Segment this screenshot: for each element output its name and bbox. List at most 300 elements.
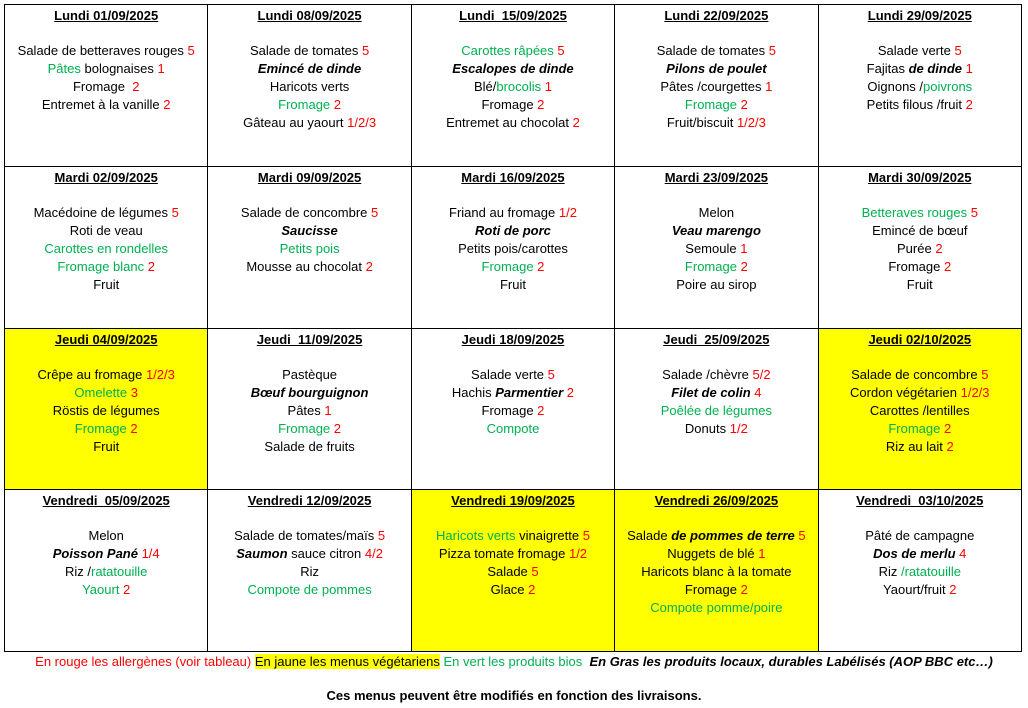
bio-product: Poêlée de légumes <box>660 402 773 418</box>
menu-text: Salade de tomates/maïs <box>234 528 378 544</box>
allergen-code: 5 <box>794 528 806 544</box>
menu-item <box>414 527 612 545</box>
menu-text: Haricots blanc à la tomate <box>641 564 792 580</box>
allergen-code: 2 <box>365 258 373 274</box>
bio-product: Fromage <box>684 97 737 112</box>
menu-item <box>210 258 408 276</box>
menu-text: Entremet à la vanille <box>41 97 164 112</box>
menu-text: Entremet au chocolat <box>446 115 573 130</box>
menu-item <box>617 42 815 60</box>
menu-text: Pizza tomate fromage <box>438 546 569 562</box>
allergen-code: 2 <box>330 420 342 436</box>
menu-text: Crêpe au fromage <box>37 366 146 382</box>
menu-item <box>821 402 1019 420</box>
menu-item <box>210 240 408 258</box>
menu-item <box>7 420 205 438</box>
menu-item <box>7 581 205 599</box>
menu-item <box>7 563 205 581</box>
menu-item <box>210 60 408 78</box>
menu-text: Friand au fromage <box>449 204 559 220</box>
menu-item <box>210 545 408 563</box>
menu-text: Fruit <box>499 276 526 292</box>
local-product: Roti de porc <box>475 222 551 238</box>
local-product: Pilons de poulet <box>666 61 767 76</box>
allergen-code: 2 <box>949 582 957 598</box>
day-title: Lundi 08/09/2025 <box>257 8 362 23</box>
allergen-code: 5 <box>377 528 386 544</box>
menu-text: Salade verte <box>471 366 548 382</box>
menu-text: Gâteau au yaourt <box>243 115 348 130</box>
local-product: Bœuf bourguignon <box>250 384 369 400</box>
allergen-code: 2 <box>537 97 545 112</box>
day-title: Lundi 15/09/2025 <box>459 8 567 23</box>
menu-text: Poire au sirop <box>676 276 757 292</box>
menu-item <box>7 402 205 420</box>
allergen-code: 5 <box>171 204 179 220</box>
allergen-code: 1/4 <box>137 546 160 562</box>
allergen-code: 1 <box>765 79 773 94</box>
legend-vegetarian: En jaune les menus végétariens <box>254 654 440 669</box>
menu-text: Haricots verts <box>269 79 350 94</box>
allergen-code: 1 <box>740 240 748 256</box>
day-cell <box>208 328 411 490</box>
day-title: Vendredi 26/09/2025 <box>654 493 779 509</box>
bio-product: Omelette <box>74 384 128 400</box>
day-title: Jeudi 02/10/2025 <box>868 331 972 347</box>
menu-text: Riz <box>878 564 901 580</box>
allergen-code: 1/2 <box>729 420 748 436</box>
menu-text: Fruit/biscuit <box>666 115 737 130</box>
bio-product: Fromage blanc <box>57 258 145 274</box>
menu-item <box>414 114 612 132</box>
day-title: Lundi 29/09/2025 <box>867 8 972 23</box>
day-title: Mardi 09/09/2025 <box>257 169 362 185</box>
menu-item <box>617 114 815 132</box>
day-title: Mardi 02/09/2025 <box>54 169 158 185</box>
day-cell <box>411 5 614 167</box>
day-cell <box>208 166 411 328</box>
menu-item <box>210 420 408 438</box>
bio-product: Petits pois <box>279 240 340 256</box>
allergen-code: 1 <box>962 61 973 76</box>
local-product: Parmentier <box>495 384 564 400</box>
menu-text: sauce citron <box>287 546 365 562</box>
menu-item <box>617 366 815 384</box>
menu-text: Cordon végétarien <box>850 384 961 400</box>
allergen-code: 1 <box>157 61 165 76</box>
menu-item <box>7 222 205 240</box>
day-cell <box>411 166 614 328</box>
week-row <box>5 328 1022 490</box>
menu-item <box>210 438 408 456</box>
allergen-code: 2 <box>144 258 155 274</box>
day-cell <box>5 328 208 490</box>
day-title: Lundi 22/09/2025 <box>664 8 769 23</box>
menu-text: Salade de tomates <box>249 43 362 58</box>
menu-item <box>617 384 815 402</box>
day-title: Jeudi 04/09/2025 <box>54 331 158 347</box>
allergen-code: 4/2 <box>364 546 383 562</box>
local-product: Veau marengo <box>671 222 761 238</box>
menu-text: Riz <box>300 564 319 580</box>
menu-item <box>210 222 408 240</box>
day-title: Vendredi 19/09/2025 <box>451 493 575 509</box>
bio-product: Yaourt <box>82 582 120 598</box>
menu-text: Pâtes /courgettes <box>660 79 766 94</box>
allergen-code: 2 <box>946 438 954 454</box>
menu-item <box>821 581 1019 599</box>
menu-text: Fruit <box>906 276 933 292</box>
allergen-code: 5 <box>582 528 590 544</box>
menu-item <box>414 222 612 240</box>
menu-item <box>414 581 612 599</box>
menu-text: Salade /chèvre <box>662 366 753 382</box>
day-cell <box>5 490 208 652</box>
day-cell <box>818 328 1021 490</box>
menu-item <box>821 222 1019 240</box>
week-row <box>5 5 1022 167</box>
menu-text: Macédoine de légumes <box>33 204 172 220</box>
bio-product: Pâtes <box>47 61 81 76</box>
menu-item <box>617 204 815 222</box>
menu-item <box>617 78 815 96</box>
allergen-code: 1 <box>324 402 332 418</box>
menu-item <box>414 384 612 402</box>
menu-item <box>414 402 612 420</box>
allergen-code: 2 <box>132 79 140 94</box>
menu-text: Salade de concombre <box>240 204 372 220</box>
menu-item <box>210 204 408 222</box>
bio-product: poivrons <box>923 79 973 94</box>
day-cell <box>5 5 208 167</box>
menu-text: Purée <box>897 240 936 256</box>
menu-item <box>617 276 815 294</box>
menu-item <box>210 114 408 132</box>
allergen-code: 1/2/3 <box>145 366 175 382</box>
allergen-code: 1 <box>758 546 766 562</box>
menu-text: Semoule <box>685 240 741 256</box>
allergen-code: 2 <box>528 582 536 598</box>
menu-item <box>617 96 815 114</box>
menu-item <box>7 384 205 402</box>
menu-text: Fajitas <box>866 61 909 76</box>
menu-text: Salade de concombre <box>851 366 982 382</box>
footer-note: Ces menus peuvent être modifiés en fonction des livraisons. <box>326 688 702 703</box>
menu-item <box>414 240 612 258</box>
menu-text: Salade de betteraves rouges <box>17 43 188 58</box>
allergen-code: 2 <box>940 420 952 436</box>
bio-product: brocolis <box>496 79 542 94</box>
menu-text: Mousse au chocolat <box>246 258 366 274</box>
bio-product: Fromage <box>888 420 941 436</box>
menu-item <box>210 563 408 581</box>
menu-item <box>414 96 612 114</box>
local-product: Poisson Pané <box>52 546 138 562</box>
day-title: Jeudi 11/09/2025 <box>256 331 363 347</box>
day-cell <box>208 490 411 652</box>
day-cell <box>615 5 818 167</box>
allergen-code: 2 <box>935 240 943 256</box>
menu-item <box>414 545 612 563</box>
day-title: Mardi 23/09/2025 <box>664 169 769 185</box>
menu-item <box>414 42 612 60</box>
allergen-code: 5 <box>531 564 539 580</box>
menu-text: Petits filous /fruit <box>866 97 966 112</box>
menu-item <box>617 402 815 420</box>
week-row <box>5 490 1022 652</box>
menu-item <box>7 96 205 114</box>
day-title: Mardi 16/09/2025 <box>461 169 565 185</box>
menu-item <box>617 240 815 258</box>
menu-item <box>617 581 815 599</box>
menu-item <box>821 384 1019 402</box>
allergen-code: 5 <box>547 366 555 382</box>
menu-text: Salade <box>487 564 532 580</box>
allergen-code: 2 <box>736 97 748 112</box>
menu-item <box>821 78 1019 96</box>
menu-text: Pâtes <box>287 402 325 418</box>
allergen-code: 2 <box>572 115 580 130</box>
allergen-code: 2 <box>163 97 171 112</box>
day-title: Lundi 01/09/2025 <box>54 8 159 23</box>
allergen-code: 5 <box>768 43 776 58</box>
allergen-code: 1 <box>541 79 552 94</box>
menu-item <box>210 527 408 545</box>
menu-item <box>821 545 1019 563</box>
menu-item <box>7 60 205 78</box>
bio-product: Carottes râpées <box>461 43 554 58</box>
day-cell <box>818 490 1021 652</box>
menu-item <box>617 60 815 78</box>
bio-product: Fromage <box>74 420 127 436</box>
menu-item <box>414 60 612 78</box>
menu-item <box>821 276 1019 294</box>
day-cell <box>411 328 614 490</box>
menu-item <box>617 527 815 545</box>
bio-product: Betteraves rouges <box>861 204 968 220</box>
menu-text: Yaourt/fruit <box>883 582 950 598</box>
allergen-code: 2 <box>736 258 748 274</box>
menu-text: Fromage <box>684 582 741 598</box>
bio-product: Fromage <box>278 420 331 436</box>
menu-item <box>7 78 205 96</box>
menu-text: Fruit <box>93 438 120 454</box>
menu-text: Oignons / <box>867 79 924 94</box>
bio-product: Fromage <box>278 97 331 112</box>
allergen-code: 2 <box>537 402 545 418</box>
bio-product: Compote <box>486 420 540 436</box>
menu-text: Fromage <box>72 79 133 94</box>
menu-item <box>821 258 1019 276</box>
allergen-code: 5 <box>967 204 978 220</box>
menu-item <box>821 563 1019 581</box>
week-row <box>5 166 1022 328</box>
allergen-code: 5 <box>371 204 379 220</box>
menu-text: Riz au lait <box>885 438 947 454</box>
day-title: Jeudi 18/09/2025 <box>461 331 565 347</box>
day-cell <box>5 166 208 328</box>
menu-item <box>414 258 612 276</box>
local-product: Dos de merlu <box>873 546 956 562</box>
allergen-code: 5 <box>361 43 370 58</box>
menu-item <box>7 438 205 456</box>
menu-item <box>7 276 205 294</box>
allergen-code: 5 <box>954 43 962 58</box>
menu-text: Nuggets de blé <box>667 546 759 562</box>
menu-text: vinaigrette <box>515 528 583 544</box>
menu-item <box>7 42 205 60</box>
menu-item <box>821 96 1019 114</box>
day-cell <box>818 166 1021 328</box>
allergen-code: 4 <box>750 384 762 400</box>
menu-item <box>414 276 612 294</box>
menu-text: bolognaises <box>80 61 158 76</box>
menu-text: Fromage <box>481 97 538 112</box>
bio-product: Fromage <box>684 258 737 274</box>
allergen-code: 2 <box>943 258 952 274</box>
menu-item <box>7 527 205 545</box>
allergen-code: 2 <box>740 582 748 598</box>
bio-product: Carottes en rondelles <box>44 240 168 256</box>
allergen-code: 4 <box>955 546 967 562</box>
menu-item <box>210 96 408 114</box>
legend-allergens: En rouge les allergènes (voir tableau) <box>35 654 252 669</box>
allergen-code: 1/2 <box>558 204 577 220</box>
legend-local: En Gras les produits locaux, durables Labélisés (AOP BBC etc…) <box>589 654 993 669</box>
day-cell <box>615 328 818 490</box>
menu-text: Fruit <box>93 276 120 292</box>
menu-item <box>7 240 205 258</box>
menu-item <box>821 366 1019 384</box>
menu-table-body <box>5 5 1022 652</box>
menu-text: Hachis <box>451 384 496 400</box>
day-title: Mardi 30/09/2025 <box>868 169 972 185</box>
menu-item <box>821 438 1019 456</box>
menu-item <box>414 563 612 581</box>
menu-text: Salade de fruits <box>264 438 355 454</box>
bio-product: Haricots verts <box>436 528 516 544</box>
menu-text: Melon <box>88 528 124 544</box>
allergen-code: 5 <box>553 43 565 58</box>
menu-text: Fromage <box>481 402 538 418</box>
menu-text: Riz / <box>65 564 91 580</box>
menu-text: Salade <box>627 528 672 544</box>
day-title: Jeudi 25/09/2025 <box>663 331 770 347</box>
menu-item <box>7 204 205 222</box>
bio-product: /ratatouille <box>900 564 961 580</box>
menu-text: Donuts <box>684 420 730 436</box>
menu-item <box>617 599 815 617</box>
legend-bio: En vert les produits bios <box>443 654 583 669</box>
allergen-code: 5 <box>981 366 989 382</box>
menu-text: Melon <box>698 204 735 220</box>
allergen-code: 2 <box>126 420 138 436</box>
bio-product: Fromage <box>481 258 534 274</box>
menu-item <box>210 384 408 402</box>
local-product: Escalopes de dinde <box>452 61 574 76</box>
day-title: Vendredi 03/10/2025 <box>856 493 984 509</box>
menu-item <box>414 78 612 96</box>
local-product: Emincé de dinde <box>257 61 362 76</box>
allergen-code: 1/2/3 <box>960 384 990 400</box>
menu-item <box>414 366 612 384</box>
menu-item <box>210 78 408 96</box>
menu-item <box>210 366 408 384</box>
menu-item <box>617 563 815 581</box>
menu-table <box>4 4 1022 652</box>
day-cell <box>208 5 411 167</box>
allergen-code: 2 <box>533 258 545 274</box>
menu-item <box>821 527 1019 545</box>
allergen-code: 2 <box>563 384 575 400</box>
day-title: Vendredi 12/09/2025 <box>247 493 372 509</box>
menu-item <box>7 545 205 563</box>
menu-item <box>210 402 408 420</box>
menu-text: Emincé de bœuf <box>872 222 968 238</box>
menu-item <box>821 42 1019 60</box>
menu-item <box>821 240 1019 258</box>
menu-item <box>7 366 205 384</box>
menu-item <box>617 420 815 438</box>
allergen-code: 5/2 <box>752 366 771 382</box>
allergen-code: 1/2/3 <box>347 115 377 130</box>
day-title: Vendredi 05/09/2025 <box>42 493 170 509</box>
allergen-code: 5 <box>187 43 195 58</box>
menu-text: Fromage <box>888 258 944 274</box>
menu-item <box>210 581 408 599</box>
menu-text: Carottes /lentilles <box>869 402 970 418</box>
local-product: Saumon <box>236 546 288 562</box>
menu-item <box>821 60 1019 78</box>
menu-text: Roti de veau <box>69 222 143 238</box>
allergen-code: 2 <box>119 582 131 598</box>
menu-item <box>414 420 612 438</box>
day-cell <box>411 490 614 652</box>
local-product: Filet de colin <box>671 384 751 400</box>
menu-text: Salade de tomates <box>656 43 769 58</box>
menu-text: Salade verte <box>877 43 955 58</box>
menu-item <box>7 258 205 276</box>
legend <box>0 653 1028 671</box>
menu-item <box>821 420 1019 438</box>
menu-item <box>414 204 612 222</box>
day-cell <box>818 5 1021 167</box>
menu-item <box>617 545 815 563</box>
menu-text: Glace <box>490 582 529 598</box>
local-product: Saucisse <box>281 222 338 238</box>
menu-item <box>210 42 408 60</box>
bio-product: Compote de pommes <box>247 582 372 598</box>
allergen-code: 2 <box>330 97 342 112</box>
menu-text: Pastèque <box>282 366 338 382</box>
menu-item <box>821 204 1019 222</box>
day-cell <box>615 490 818 652</box>
allergen-code: 1/2 <box>568 546 588 562</box>
local-product: de dinde <box>908 61 963 76</box>
menu-item <box>617 222 815 240</box>
bio-product: Compote pomme/poire <box>650 600 783 616</box>
menu-item <box>617 258 815 276</box>
allergen-code: 3 <box>127 384 138 400</box>
day-cell <box>615 166 818 328</box>
local-product: de pommes de terre <box>671 528 795 544</box>
allergen-code: 2 <box>965 97 973 112</box>
allergen-code: 1/2/3 <box>736 115 766 130</box>
menu-text: Blé/ <box>473 79 497 94</box>
menu-text: Röstis de légumes <box>52 402 160 418</box>
bio-product: ratatouille <box>91 564 148 580</box>
menu-text: Petits pois/carottes <box>458 240 568 256</box>
